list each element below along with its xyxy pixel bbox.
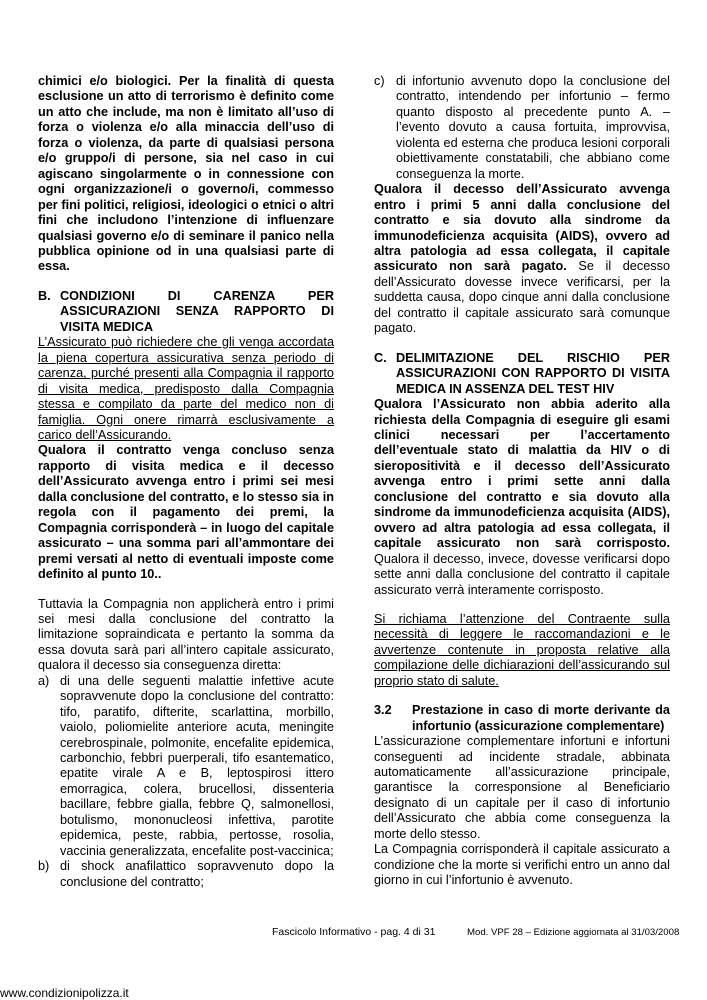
section-b-paragraph: Tuttavia la Compagnia non applicherà entro i primi sei mesi dalla conclusione del contratto la limitazione sopraindicata e pertanto la somma da essa dovuta sarà pari all’intero capitale assicurato, qualora il decesso sia conseguenza diretta: [38,596,334,673]
section-b-underlined-text: L’Assicurato può richiedere che gli venga accordata la piena copertura assicurativa senza periodo di carenza, purché presenti alla Compagnia il rapporto di visita medica, predisposto dalla Compagnia stessa e compilato da parte del medico non di famiglia. Ogni onere rimarrà esclusivamente a carico dell’Assicurando. [38,335,334,442]
section-c-clause [374,397,670,598]
section-3-2-paragraph-2: La Compagnia corrisponderà il capitale assicurato a condizione che la morte si verifichi entro un anno dal giorno in cui l’infortunio è avvenuto. [374,842,670,888]
left-column [38,74,334,890]
aids-clause-bold: Qualora il decesso dell’Assicurato avvenga entro i primi 5 anni dalla conclusione del contratto e sia dovuto alla sindrome da immunodeficienza acquisita (AIDS), ovvero ad altra patologia ad essa collegata, il capitale assicurato non sarà pagato. [374,182,670,274]
list-item-b [38,859,334,890]
footer-page-number: Fascicolo Informativo - pag. 4 di 31 [272,926,436,938]
terrorism-exclusion-text: chimici e/o biologici. Per la finalità di questa esclusione un atto di terrorismo è definito come un atto che include, ma non è limitato all’uso di forza o violenza e/o alla minaccia dell’uso di forza o violenza, da parte di qualsiasi persona e/o gruppo/i di persone, sia nel caso in cui agiscano singolarmente o in connessione con ogni organizzazione/i o governo/i, commesso per fini politici, religiosi, ideologici o etnici o altri fini che includono l’intenzione di influenzare qualsiasi governo e/o di seminare il panico nella pubblica opinione od in una qualsiasi parte di essa. [38,74,334,274]
aids-clause [374,182,670,337]
aids-clause-normal: Se il decesso dell’Assicurato dovesse invece verificarsi, per la suddetta causa, dopo cinque anni dalla conclusione del contratto il capitale assicurato sarà comunque pagato. [374,259,670,336]
list-item-label: a) [38,673,50,688]
list-item-label: c) [374,74,385,88]
list-item-label: b) [38,859,50,874]
list-item-text: di shock anafilattico sopravvenuto dopo la conclusione del contratto; [60,859,334,889]
list-item-c [374,74,670,182]
section-c-normal: Qualora il decesso, invece, dovesse verificarsi dopo sette anni dalla conclusione del contratto il capitale assicurato verrà interamente corrisposto. [374,551,670,597]
list-item-text: di una delle seguenti malattie infettive acute sopravvenute dopo la conclusione del contratto: tifo, paratifo, difterite, scarlattina, morbillo, vaiolo, poliomielite anteriore acuta, meningite cerebrospinale, polmonite, encefalite epidemica, carbonchio, febbri puerperali, tifo esantematico, epatite virale A e B, leptospirosi ittero emorragica, colera, brucellosi, dissenteria bacillare, febbre gialla, febbre Q, salmonellosi, botulismo, mononucleosi infettiva, parotite epidemica, peste, rabbia, pertosse, rosolia, vaccinia generalizzata, encefalite post-vaccinica; [60,673,334,858]
section-c-bold: Qualora l’Assicurato non abbia aderito alla richiesta della Compagnia di eseguire gli esami clinici necessari per l’accertamento dell’eventuale stato di malattia da HIV o di sieropositività e il decesso dell’Assicurato avvenga entro i primi sette anni dalla conclusione del contratto e sia dovuto alla sindrome da immunodeficienza acquisita (AIDS), ovvero ad altra patologia ad essa collegata, il capitale assicurato non sarà corrisposto. [374,397,670,551]
right-column [374,74,670,889]
section-3-2-number: 3.2 [374,703,392,718]
section-b-bold-text: Qualora il contratto venga concluso senza rapporto di visita medica e il decesso dell’Assicurato avvenga entro i primi sei mesi dalla conclusione del contratto, e lo stesso sia in regola con il pagamento dei premi, la Compagnia corrisponderà – in luogo del capitale assicurato – una somma pari all’ammontare dei premi versati al netto di eventuali imposte come definito al punto 10.. [38,443,334,582]
section-b-number: B. [38,288,51,303]
footer-model-edition: Mod. VPF 28 – Edizione aggiornata al 31/03/2008 [467,927,680,938]
website-watermark: www.condizionipolizza.it [0,986,129,1000]
list-item-a [38,674,334,859]
section-c-underlined-text: Si richiama l’attenzione del Contraente sulla necessità di leggere le raccomandazioni e le avvertenze contenute in proposta relative alla compilazione delle dichiarazioni dell’assicurando sul proprio stato di salute. [374,611,670,688]
section-3-2-paragraph-1: L’assicurazione complementare infortuni e infortuni conseguenti ad incidente stradale, abbinata automaticamente all’assicurazione principale, garantisce la corresponsione al Beneficiario designato di un capitale per il caso di infortunio dell’Assicurato che abbia come conseguenza la morte dello stesso. [374,734,670,841]
section-b-title: CONDIZIONI DI CARENZA PER ASSICURAZIONI SENZA RAPPORTO DI VISITA MEDICA [60,288,334,334]
section-3-2-title: Prestazione in caso di morte derivante da infortunio (assicurazione complementare) [412,703,670,733]
section-b-heading [38,289,334,335]
section-3-2-heading [374,703,670,734]
section-c-heading [374,351,670,397]
section-c-title: DELIMITAZIONE DEL RISCHIO PER ASSICURAZIONI CON RAPPORTO DI VISITA MEDICA IN ASSENZA DEL TEST HIV [396,350,670,396]
list-item-text: di infortunio avvenuto dopo la conclusione del contratto, intendendo per infortunio – fermo quanto disposto al precedente punto A. – l’evento dovuto a causa fortuita, improvvisa, violenta ed esterna che produca lesioni corporali obiettivamente constatabili, che abbiano come conseguenza la morte. [396,74,670,181]
section-c-number: C. [374,350,387,365]
